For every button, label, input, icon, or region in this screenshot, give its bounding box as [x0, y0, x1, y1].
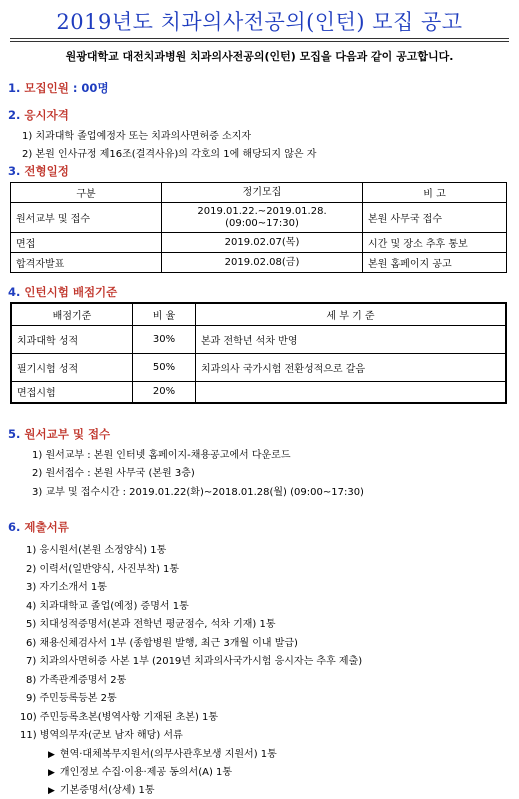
- list-item: 1) 응시원서(본원 소정양식) 1통: [26, 545, 167, 556]
- title-rule-bottom: [10, 41, 509, 42]
- table-row: [11, 325, 506, 353]
- list-item: 3) 자기소개서 1통: [26, 582, 107, 593]
- list-item: 7) 치과의사면허증 사본 1부 (2019년 치과의사국가시험 응시자는 추후 제출): [26, 656, 363, 667]
- table-cell: 30%: [133, 325, 196, 353]
- table-cell: 면접: [11, 233, 162, 253]
- table-cell: [196, 381, 507, 403]
- section-qualification: 2. 응시자격: [8, 108, 69, 122]
- list-item: 4) 치과대학교 졸업(예정) 증명서 1통: [26, 601, 189, 612]
- table-row: [11, 253, 507, 273]
- table-cell: 치과대학 성적: [11, 325, 133, 353]
- section-title: 모집인원: [24, 81, 69, 95]
- scoring-table: [10, 302, 507, 404]
- table-row: [11, 233, 507, 253]
- section-title: 응시자격: [24, 108, 69, 122]
- list-item: 6) 채용신체검사서 1부 (종합병원 발행, 최근 3개월 이내 발급): [26, 638, 298, 649]
- section-title: 제출서류: [24, 520, 69, 534]
- list-item: 8) 가족관계증명서 2통: [26, 675, 127, 686]
- list-item: 2) 본원 인사규정 제16조(결격사유)의 각호의 1에 해당되지 않은 자: [22, 149, 317, 160]
- table-cell: 2019.02.07(목): [162, 233, 363, 253]
- table-cell: 본과 전학년 석차 반영: [196, 325, 507, 353]
- section-scoring: 4. 인턴시험 배점기준: [8, 285, 118, 299]
- table-cell: 20%: [133, 381, 196, 403]
- list-item: 3) 교부 및 접수시간 : 2019.01.22(화)~2018.01.28(월) (09:00~17:30): [32, 487, 364, 498]
- title-rule-top: [10, 38, 509, 39]
- intro-text: 원광대학교 대전치과병원 치과의사전공의(인턴) 모집을 다음과 같이 공고합니다.: [65, 50, 454, 63]
- list-item: 2) 이력서(일반양식, 사진부착) 1통: [26, 564, 180, 575]
- list-item: 1) 치과대학 졸업예정자 또는 치과의사면허증 소지자: [22, 131, 252, 142]
- table-cell: 2019.02.08(금): [162, 253, 363, 273]
- table-cell: 2019.01.22.~2019.01.28. (09:00~17:30): [162, 203, 363, 233]
- table-cell: 본원 사무국 접수: [363, 203, 507, 233]
- section-schedule: 3. 전형일정: [8, 164, 69, 178]
- list-item: 10) 주민등록초본(병역사항 기재된 초본) 1통: [20, 712, 219, 723]
- table-header: 정기모집: [162, 183, 363, 203]
- table-header: 비 율: [133, 303, 196, 325]
- table-header: 비 고: [363, 183, 507, 203]
- list-item: 1) 원서교부 : 본원 인터넷 홈페이지-채용공고에서 다운로드: [32, 450, 291, 461]
- table-cell: 합격자발표: [11, 253, 162, 273]
- section-documents: 6. 제출서류: [8, 520, 69, 534]
- table-header: 세 부 기 준: [196, 303, 507, 325]
- list-item: 11) 병역의무자(군보 남자 해당) 서류: [20, 730, 183, 741]
- schedule-table: [10, 182, 507, 273]
- triangle-bullet-icon: ▶: [48, 750, 55, 760]
- table-row: [11, 381, 506, 403]
- table-row: [11, 203, 507, 233]
- table-cell: 면접시험: [11, 381, 133, 403]
- triangle-bullet-icon: ▶: [48, 786, 55, 796]
- table-row: [11, 353, 506, 381]
- table-header-row: [11, 303, 506, 325]
- table-cell: 원서교부 및 접수: [11, 203, 162, 233]
- table-cell: 50%: [133, 353, 196, 381]
- page-title: 2019년도 치과의사전공의(인턴) 모집 공고: [56, 10, 463, 34]
- table-cell: 필기시험 성적: [11, 353, 133, 381]
- section-recruit: 1. 모집인원 : 00명: [8, 81, 109, 95]
- table-cell: 시간 및 장소 추후 통보: [363, 233, 507, 253]
- table-cell: 본원 홈페이지 공고: [363, 253, 507, 273]
- section-title: 인턴시험 배점기준: [24, 285, 118, 299]
- table-header: 배점기준: [11, 303, 133, 325]
- list-item: 9) 주민등록등본 2통: [26, 693, 117, 704]
- section-title: 원서교부 및 접수: [24, 427, 111, 441]
- recruit-value: : 00명: [68, 81, 109, 95]
- list-item: 5) 치대성적증명서(본과 전학년 평균점수, 석차 기재) 1통: [26, 619, 276, 630]
- section-title: 전형일정: [24, 164, 69, 178]
- table-header-row: [11, 183, 507, 203]
- triangle-bullet-icon: ▶: [48, 768, 55, 778]
- list-item: 2) 원서접수 : 본원 사무국 (본원 3층): [32, 468, 195, 479]
- table-cell: 치과의사 국가시험 전환성적으로 갈음: [196, 353, 507, 381]
- section-application: 5. 원서교부 및 접수: [8, 427, 111, 441]
- sub-list-item: ▶ 현역·대체복무지원서(의무사관후보생 지원서) 1통: [48, 749, 277, 760]
- sub-list-item: ▶ 기본증명서(상세) 1통: [48, 785, 155, 796]
- sub-list-item: ▶ 개인정보 수집·이용·제공 동의서(A) 1통: [48, 767, 233, 778]
- table-header: 구분: [11, 183, 162, 203]
